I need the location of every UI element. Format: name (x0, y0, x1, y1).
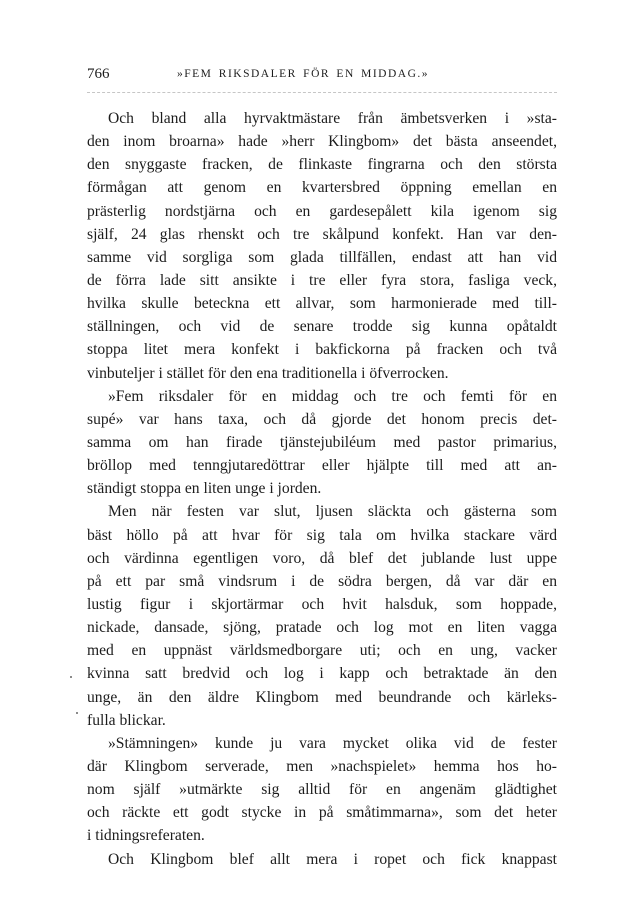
running-title: »FEM RIKSDALER FÖR EN MIDDAG.» (177, 68, 430, 80)
text-line: på ett par små vindsrum i de södra bergen, då var där en (87, 572, 557, 590)
text-line: bäst höllo på att hvar för sig tala om hvilka stackare värd (87, 526, 557, 544)
text-line: och värdinna egentligen voro, då blef det jublande lust uppe (87, 549, 557, 567)
text-line: »Fem riksdaler för en middag och tre och femti för en (108, 387, 557, 405)
text-line: där Klingbom serverade, men »nachspielet» hemma hos ho- (87, 757, 557, 775)
text-line: bröllop med tenngjutaredöttrar eller hjälpte till med att an- (87, 457, 557, 475)
body-text (87, 107, 557, 871)
text-line: supé» var hans taxa, och då gjorde det honom precis det- (87, 410, 557, 428)
page-number: 766 (87, 66, 110, 82)
text-line: förmågan att genom en kvartersbred öppning emellan en (87, 179, 557, 197)
text-line: de förra lade sitt ansikte i tre eller fyra stora, fasliga veck, (87, 271, 557, 289)
text-line: nickade, dansade, sjöng, pratade och log mot en liten vagga (87, 619, 557, 637)
page-header (87, 66, 563, 88)
text-line: i tidningsreferaten. (87, 827, 205, 845)
text-line: den snyggaste fracken, de flinkaste fingrarna och den största (87, 156, 557, 174)
text-line: unge, än den äldre Klingbom med beundrande och kärleks- (87, 688, 557, 706)
paragraph (87, 500, 557, 731)
text-line: lustig figur i skjortärmar och hvit halsduk, som hoppade, (87, 595, 557, 613)
text-line: ställningen, och vid de senare trodde sig kunna opåtaldt (87, 318, 557, 336)
paragraph (87, 848, 557, 871)
text-line: fulla blickar. (87, 711, 166, 729)
text-line: samma om han firade tjänstejubiléum med pastor primarius, (87, 433, 557, 451)
text-line: stoppa litet mera konfekt i bakfickorna på fracken och två (87, 341, 557, 359)
margin-speck (76, 712, 78, 714)
text-line: den inom broarna» hade »herr Klingbom» det bästa anseendet, (87, 133, 557, 151)
text-line: ständigt stoppa en liten unge i jorden. (87, 480, 322, 498)
header-rule (87, 92, 557, 93)
paragraph (87, 732, 557, 848)
text-line: Och bland alla hyrvaktmästare från ämbetsverken i »sta- (108, 110, 557, 127)
text-line: vinbuteljer i stället för den ena traditionella i öfverrocken. (87, 364, 449, 382)
text-line: Men när festen var slut, ljusen släckta och gästerna som (108, 503, 557, 521)
text-line: samme vid sorgliga som glada tillfällen, endast att han vid (87, 248, 557, 266)
text-line: Och Klingbom blef allt mera i ropet och fick knappast (108, 850, 557, 868)
text-line: »Stämningen» kunde ju vara mycket olika vid de fester (108, 734, 557, 752)
text-line: hvilka skulle beteckna ett allvar, som harmonierade med till- (87, 295, 557, 313)
text-line: nom själf »utmärkte sig alltid för en angenäm glädtighet (87, 781, 557, 799)
text-line: och räckte ett godt stycke in på småtimmarna», som det heter (87, 804, 557, 822)
text-line: prästerlig nordstjärna och en gardesepålett kila igenom sig (87, 202, 557, 220)
text-line: med en uppnäst världsmedborgare uti; och en ung, vacker (87, 642, 557, 660)
margin-speck (70, 676, 72, 678)
paragraph (87, 385, 557, 501)
text-line: själf, 24 glas rhenskt och tre skålpund konfekt. Han var den- (87, 225, 557, 243)
text-line: kvinna satt bredvid och log i kapp och betraktade än den (87, 665, 557, 683)
paragraph (87, 107, 557, 385)
